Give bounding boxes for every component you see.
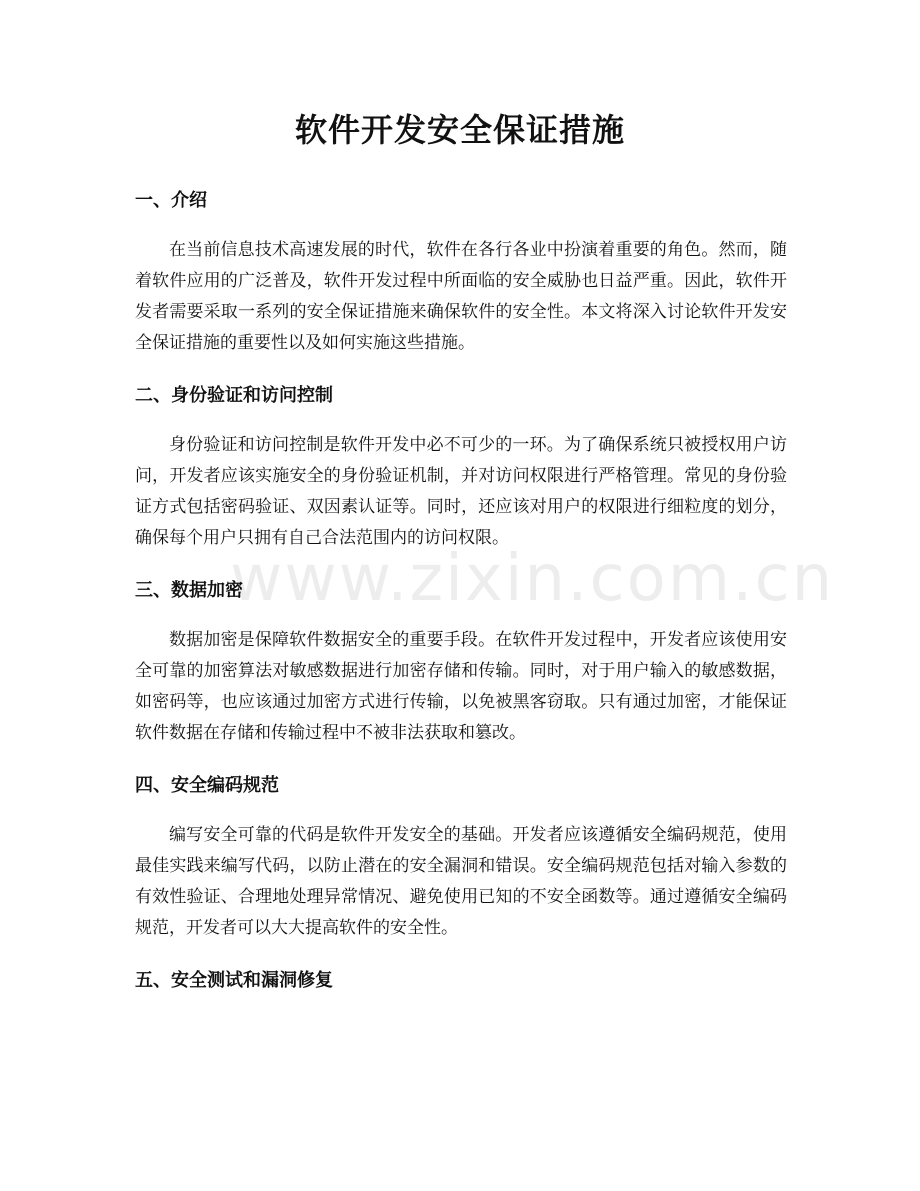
section-heading: 四、安全编码规范: [135, 775, 279, 796]
section-heading: 五、安全测试和漏洞修复: [135, 970, 333, 991]
section-paragraph: 在当前信息技术高速发展的时代，软件在各行各业中扮演着重要的角色。然而，随着软件应用的广泛普及，软件开发过程中所面临的安全威胁也日益严重。因此，软件开发者需要采取一系列的安全保证措施来确保软件的安全性。本文将深入讨论软件开发安全保证措施的重要性以及如何实施这些措施。: [135, 240, 787, 353]
section-authentication: [135, 381, 787, 554]
section-heading: 二、身份验证和访问控制: [135, 385, 333, 406]
section-heading: 一、介绍: [135, 190, 207, 211]
section-introduction: [135, 186, 787, 359]
section-paragraph: 数据加密是保障软件数据安全的重要手段。在软件开发过程中，开发者应该使用安全可靠的加密算法对敏感数据进行加密存储和传输。同时，对于用户输入的敏感数据，如密码等，也应该通过加密方式进行传输，以免被黑客窃取。只有通过加密，才能保证软件数据在存储和传输过程中不被非法获取和篡改。: [135, 630, 787, 743]
section-secure-coding: [135, 771, 787, 944]
section-security-testing: [135, 966, 787, 996]
section-paragraph: 身份验证和访问控制是软件开发中必不可少的一环。为了确保系统只被授权用户访问，开发者应该实施安全的身份验证机制，并对访问权限进行严格管理。常见的身份验证方式包括密码验证、双因素认证等。同时，还应该对用户的权限进行细粒度的划分，确保每个用户只拥有自己合法范围内的访问权限。: [135, 435, 787, 548]
section-paragraph: 编写安全可靠的代码是软件开发安全的基础。开发者应该遵循安全编码规范，使用最佳实践来编写代码，以防止潜在的安全漏洞和错误。安全编码规范包括对输入参数的有效性验证、合理地处理异常情况、避免使用已知的不安全函数等。通过遵循安全编码规范，开发者可以大大提高软件的安全性。: [135, 825, 787, 938]
section-heading: 三、数据加密: [135, 580, 243, 601]
document-title: 软件开发安全保证措施: [294, 111, 625, 149]
section-encryption: [135, 576, 787, 749]
document-body: [135, 186, 787, 1015]
watermark-text: www.zixin.com.cn: [230, 542, 835, 616]
